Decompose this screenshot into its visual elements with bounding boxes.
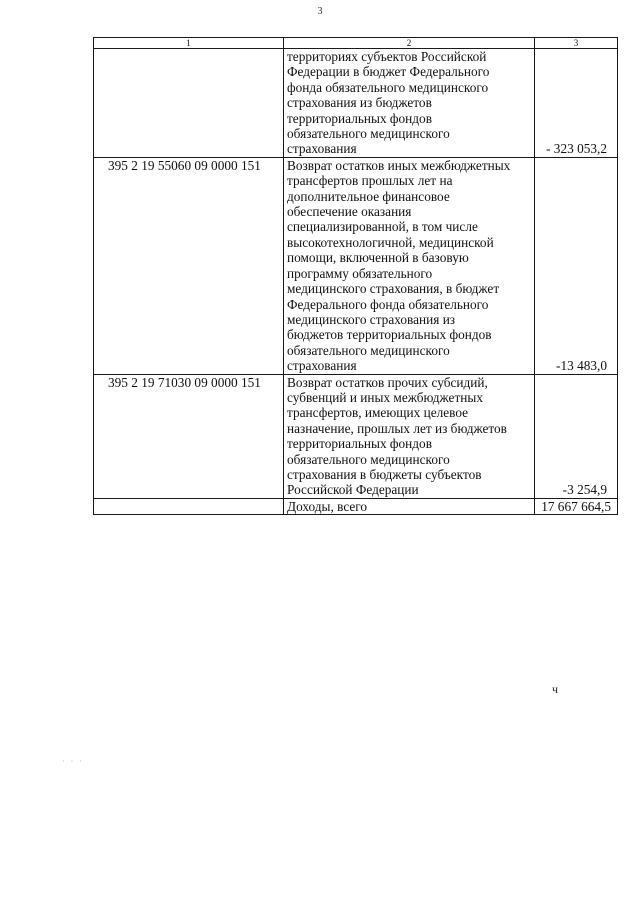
row-description: территориях субъектов Российской Федерации в бюджет Федерального фонда обязательного медицинского страхования из бюджетов территориальных фондов обязательного медицинского страхования <box>284 49 535 158</box>
row-amount: -13 483,0 <box>535 157 618 374</box>
total-code <box>94 498 284 514</box>
row-amount: -3 254,9 <box>535 374 618 498</box>
row-description: Возврат остатков прочих субсидий, субвенций и иных межбюджетных трансфертов, имеющих целевое назначение, прошлых лет из бюджетов территориальных фондов обязательного медицинского страхования в бюджеты субъектов Российской Федерации <box>284 374 535 498</box>
table-row <box>94 157 618 374</box>
total-amount: 17 667 664,5 <box>535 498 618 514</box>
total-row <box>94 498 618 514</box>
column-header-2: 2 <box>284 38 535 49</box>
row-amount: - 323 053,2 <box>535 49 618 158</box>
row-code <box>94 49 284 158</box>
column-header-1: 1 <box>94 38 284 49</box>
scan-speckles: · · · <box>62 757 84 766</box>
row-code: 395 2 19 55060 09 0000 151 <box>94 157 284 374</box>
page-number: 3 <box>317 6 323 17</box>
stray-mark: ч <box>552 682 559 696</box>
table-header-row <box>94 38 618 49</box>
total-label: Доходы, всего <box>284 498 535 514</box>
revenue-table <box>93 37 618 515</box>
row-code: 395 2 19 71030 09 0000 151 <box>94 374 284 498</box>
table-row <box>94 374 618 498</box>
column-header-3: 3 <box>535 38 618 49</box>
table-row <box>94 49 618 158</box>
row-description: Возврат остатков иных межбюджетных трансфертов прошлых лет на дополнительное финансовое обеспечение оказания специализированной, в том числе высокотехнологичной, медицинской помощи, включенной в базовую программу обязательного медицинского страхования, в бюджет Федерального фонда обязательного медицинского страхования из бюджетов территориальных фондов обязательного медицинского страхования <box>284 157 535 374</box>
